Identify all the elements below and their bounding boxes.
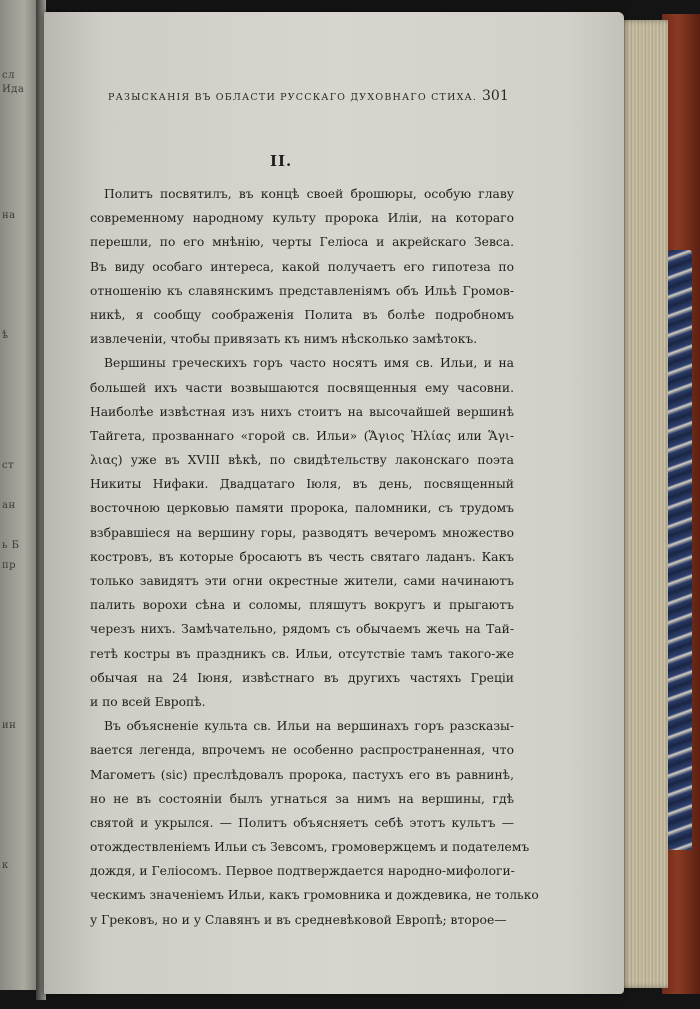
text-line: палить ворохи сѣна и соломы, пляшутъ вокругъ и прыгаютъ bbox=[90, 598, 514, 613]
text-line: дождя, и Геліосомъ. Первое подтверждается народно-мифологи- bbox=[90, 864, 515, 879]
running-head: РАЗЫСКАНІЯ ВЪ ОБЛАСТИ РУССКАГО ДУХОВНАГО СТИХА. bbox=[108, 92, 478, 103]
text-line: черезъ нихъ. Замѣчательно, рядомъ съ обычаемъ жечь на Тай- bbox=[90, 622, 514, 637]
left-page-fragment: сл bbox=[2, 70, 15, 81]
page-number: 301 bbox=[482, 88, 509, 104]
text-line: вается легенда, впрочемъ не особенно распространенная, что bbox=[90, 743, 514, 758]
body-text bbox=[90, 182, 539, 932]
text-line: перешли, по его мнѣнію, черты Геліоса и акрейскаго Зевса. bbox=[90, 235, 514, 250]
text-line: и по всей Европѣ. bbox=[90, 694, 206, 709]
left-facing-page bbox=[0, 0, 40, 990]
text-line: отождествленіемъ Ильи съ Зевсомъ, громовержцемъ и подателемъ bbox=[90, 840, 530, 855]
paragraph bbox=[90, 182, 514, 351]
left-page-fragment: пр bbox=[2, 560, 17, 571]
text-line: Въ виду особаго интереса, какой получаетъ его гипотеза по bbox=[90, 259, 514, 274]
text-line: гетѣ костры въ праздникъ св. Ильи, отсутствіе тамъ такого-же bbox=[90, 646, 514, 661]
left-page-fragment: Ида bbox=[2, 84, 25, 95]
text-line: извлеченіи, чтобы привязать къ нимъ нѣсколько замѣтокъ. bbox=[90, 332, 478, 347]
left-page-fragment: на bbox=[2, 210, 16, 221]
text-line: святой и укрылся. — Политъ объясняетъ себѣ этотъ культъ — bbox=[90, 815, 514, 830]
text-line: восточною церковью памяти пророка, паломники, съ трудомъ bbox=[90, 501, 514, 516]
text-line: ческимъ значеніемъ Ильи, какъ громовника и дождевика, не только bbox=[90, 888, 539, 903]
text-line: Наиболѣе извѣстная изъ нихъ стоитъ на высочайшей вершинѣ bbox=[90, 404, 514, 419]
paragraph bbox=[90, 714, 539, 932]
text-line: обычая на 24 Іюня, извѣстнаго въ другихъ частяхъ Греціи bbox=[90, 670, 514, 685]
paragraph bbox=[90, 351, 514, 714]
text-line: только завидятъ эти огни окрестные жители, сами начинаютъ bbox=[90, 574, 514, 588]
text-line: Вершины греческихъ горъ часто носятъ имя св. Ильи, и на bbox=[104, 356, 514, 371]
left-page-fragment: к bbox=[2, 860, 9, 871]
text-line: Политъ посвятилъ, въ концѣ своей брошюры, особую главу bbox=[104, 187, 514, 201]
text-line: отношенію къ славянскимъ представленіямъ объ Ильѣ Громов- bbox=[90, 283, 514, 298]
left-page-fragment: ан bbox=[2, 500, 16, 511]
text-line: у Грековъ, но и у Славянъ и въ средневѣковой Европѣ; второе— bbox=[90, 912, 507, 927]
left-page-fragment: ин bbox=[2, 720, 17, 731]
text-line: Въ объясненіе культа св. Ильи на вершинахъ горъ разсказы- bbox=[104, 719, 514, 734]
text-line: костровъ, въ которые бросаютъ въ честь святаго ладанъ. Какъ bbox=[90, 549, 514, 564]
left-page-fragment: ѣ bbox=[2, 330, 9, 341]
text-line: но не въ состояніи былъ угнаться за нимъ на вершины, гдѣ bbox=[90, 791, 514, 806]
left-page-fragment: ст bbox=[2, 460, 15, 471]
text-line: Магометъ (sic) преслѣдовалъ пророка, пастухъ его въ равнинѣ, bbox=[90, 767, 514, 782]
text-line: λιας) уже въ XVIII вѣкѣ, по свидѣтельству лаконскаго поэта bbox=[90, 453, 514, 468]
marbled-cover-pattern bbox=[668, 250, 692, 850]
text-line: никѣ, я сообщу соображенія Полита въ болѣе подробномъ bbox=[90, 307, 514, 322]
text-line: современному народному культу пророка Иліи, на котораго bbox=[90, 211, 514, 226]
text-line: взбравшіеся на вершину горы, разводятъ вечеромъ множество bbox=[90, 525, 514, 540]
text-line: большей ихъ части возвышаются посвященныя ему часовни. bbox=[90, 380, 514, 395]
left-page-fragment: ь Б bbox=[2, 540, 20, 551]
text-line: Тайгета, прозваннаго «горой св. Ильи» (Ἅγιος Ἠλίας или Ἅγι- bbox=[90, 428, 514, 443]
section-title: II. bbox=[270, 152, 293, 170]
text-line: Никиты Нифаки. Двадцатаго Іюля, въ день, посвященный bbox=[90, 477, 514, 492]
